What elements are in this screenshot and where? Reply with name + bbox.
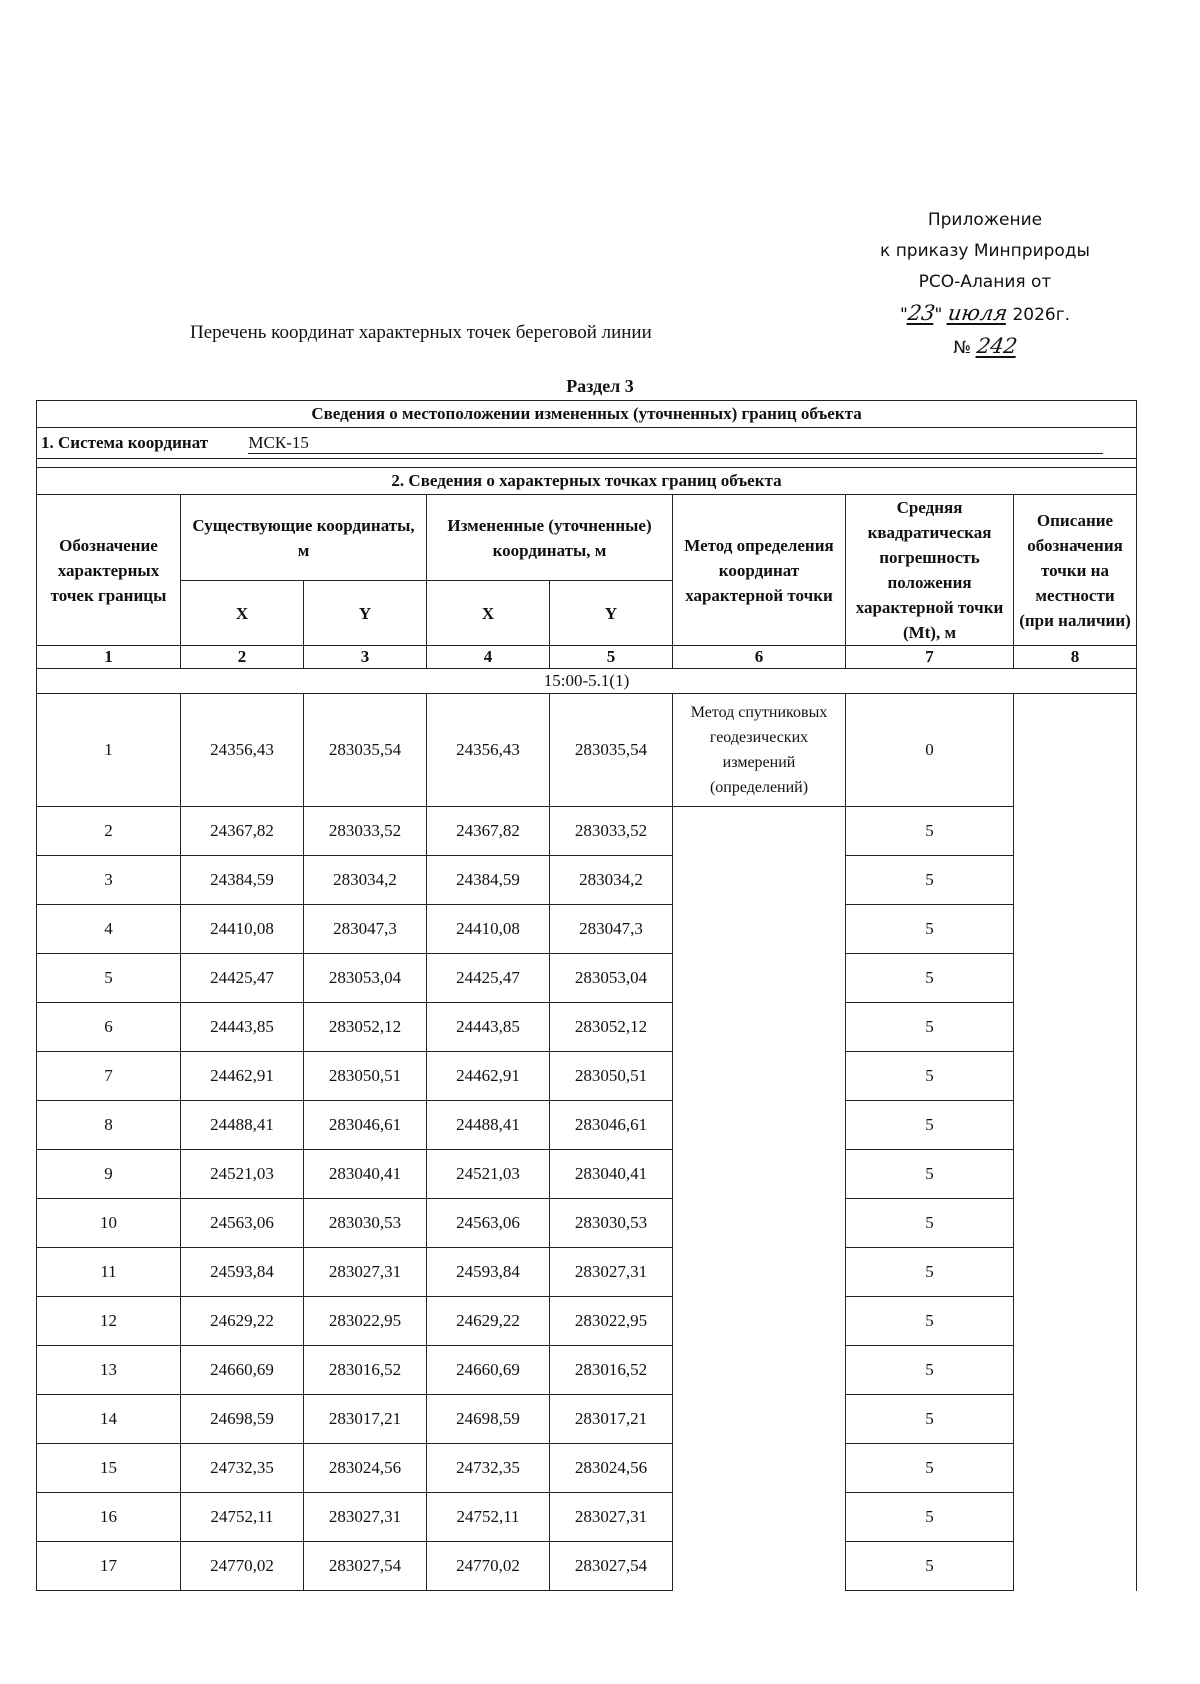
mean-error-cell: 5	[846, 1297, 1014, 1346]
col-number: 5	[550, 646, 673, 669]
x-existing-cell: 24384,59	[181, 856, 304, 905]
mean-error-cell: 5	[846, 905, 1014, 954]
point-number-cell: 6	[37, 1003, 181, 1052]
y-existing-cell: 283033,52	[304, 807, 427, 856]
mean-error-cell: 5	[846, 1052, 1014, 1101]
table-row	[37, 1248, 1137, 1297]
col-number: 2	[181, 646, 304, 669]
description-cell	[1014, 1346, 1137, 1395]
method-cell-empty	[673, 1003, 846, 1052]
x-changed-cell: 24443,85	[427, 1003, 550, 1052]
y-changed-cell: 283035,54	[550, 694, 673, 807]
y-changed-cell: 283046,61	[550, 1101, 673, 1150]
x-changed-cell: 24410,08	[427, 905, 550, 954]
point-number-cell: 17	[37, 1542, 181, 1591]
description-cell	[1014, 694, 1137, 807]
table-row	[37, 905, 1137, 954]
y-changed-cell: 283024,56	[550, 1444, 673, 1493]
method-cell-empty	[673, 1052, 846, 1101]
table-row	[37, 694, 1137, 807]
table-row	[37, 1395, 1137, 1444]
description-cell	[1014, 1150, 1137, 1199]
description-cell	[1014, 1248, 1137, 1297]
point-number-cell: 4	[37, 905, 181, 954]
y-existing-cell: 283027,31	[304, 1493, 427, 1542]
y-changed-cell: 283027,31	[550, 1248, 673, 1297]
method-cell-empty	[673, 856, 846, 905]
x-existing-cell: 24425,47	[181, 954, 304, 1003]
point-number-cell: 9	[37, 1150, 181, 1199]
y-existing-cell: 283053,04	[304, 954, 427, 1003]
x-existing-cell: 24521,03	[181, 1150, 304, 1199]
document-title: Перечень координат характерных точек береговой линии	[190, 322, 652, 343]
segment-label: 15:00-5.1(1)	[37, 669, 1137, 694]
method-cell-empty	[673, 1444, 846, 1493]
y-existing-cell: 283040,41	[304, 1150, 427, 1199]
appendix-block	[860, 205, 1110, 364]
x-changed-cell: 24563,06	[427, 1199, 550, 1248]
y-changed-cell: 283027,31	[550, 1493, 673, 1542]
mean-error-cell: 5	[846, 807, 1014, 856]
method-cell-empty	[673, 1297, 846, 1346]
y-existing-cell: 283030,53	[304, 1199, 427, 1248]
description-cell	[1014, 1052, 1137, 1101]
coordinate-system-label: 1. Система координат	[41, 432, 209, 452]
x-existing-cell: 24367,82	[181, 807, 304, 856]
table-row	[37, 856, 1137, 905]
table-band-title: Сведения о местоположении измененных (уточненных) границ объекта	[37, 401, 1137, 428]
y-changed-cell: 283022,95	[550, 1297, 673, 1346]
x-existing-cell: 24732,35	[181, 1444, 304, 1493]
y-changed-cell: 283040,41	[550, 1150, 673, 1199]
description-cell	[1014, 1199, 1137, 1248]
mean-error-cell: 5	[846, 1199, 1014, 1248]
description-cell	[1014, 954, 1137, 1003]
method-cell-empty	[673, 1493, 846, 1542]
header-existing-coords: Существующие координаты, м	[181, 495, 427, 581]
date-day: 23	[906, 301, 937, 325]
col-number: 8	[1014, 646, 1137, 669]
table-row	[37, 1052, 1137, 1101]
table-row	[37, 807, 1137, 856]
x-changed-cell: 24367,82	[427, 807, 550, 856]
mean-error-cell: 5	[846, 1101, 1014, 1150]
y-changed-cell: 283034,2	[550, 856, 673, 905]
x-changed-cell: 24521,03	[427, 1150, 550, 1199]
x-existing-cell: 24660,69	[181, 1346, 304, 1395]
y-changed-cell: 283047,3	[550, 905, 673, 954]
method-cell-empty	[673, 954, 846, 1003]
x-existing-cell: 24629,22	[181, 1297, 304, 1346]
description-cell	[1014, 1493, 1137, 1542]
header-y-changed: Y	[550, 581, 673, 646]
x-changed-cell: 24384,59	[427, 856, 550, 905]
point-number-cell: 14	[37, 1395, 181, 1444]
method-cell-empty	[673, 1150, 846, 1199]
appendix-number: № 242	[860, 331, 1110, 364]
y-existing-cell: 283016,52	[304, 1346, 427, 1395]
x-existing-cell: 24752,11	[181, 1493, 304, 1542]
description-cell	[1014, 807, 1137, 856]
y-existing-cell: 283017,21	[304, 1395, 427, 1444]
col-number: 4	[427, 646, 550, 669]
coordinate-system-value: МСК-15	[248, 433, 1103, 454]
y-existing-cell: 283027,54	[304, 1542, 427, 1591]
appendix-order-ref: к приказу Минприроды	[880, 241, 1090, 261]
table-row	[37, 1297, 1137, 1346]
x-existing-cell: 24770,02	[181, 1542, 304, 1591]
method-cell-empty	[673, 807, 846, 856]
y-existing-cell: 283047,3	[304, 905, 427, 954]
y-changed-cell: 283016,52	[550, 1346, 673, 1395]
point-number-cell: 5	[37, 954, 181, 1003]
description-cell	[1014, 1542, 1137, 1591]
header-y-existing: Y	[304, 581, 427, 646]
col-number: 1	[37, 646, 181, 669]
y-existing-cell: 283034,2	[304, 856, 427, 905]
x-existing-cell: 24698,59	[181, 1395, 304, 1444]
appendix-authority: РСО-Алания от	[918, 272, 1052, 292]
appendix-date: "23" июля 2026г.	[860, 298, 1110, 331]
point-number-cell: 12	[37, 1297, 181, 1346]
method-cell-empty	[673, 1395, 846, 1444]
coordinates-table	[36, 400, 1137, 1591]
y-existing-cell: 283052,12	[304, 1003, 427, 1052]
point-number-cell: 10	[37, 1199, 181, 1248]
y-changed-cell: 283017,21	[550, 1395, 673, 1444]
point-number-cell: 15	[37, 1444, 181, 1493]
y-changed-cell: 283030,53	[550, 1199, 673, 1248]
date-month: июля	[946, 301, 1009, 325]
mean-error-cell: 5	[846, 1493, 1014, 1542]
y-existing-cell: 283024,56	[304, 1444, 427, 1493]
mean-error-cell: 5	[846, 1346, 1014, 1395]
point-number-cell: 1	[37, 694, 181, 807]
coordinate-system-row	[37, 428, 1137, 459]
table-row	[37, 1199, 1137, 1248]
table-row	[37, 1003, 1137, 1052]
header-x-existing: X	[181, 581, 304, 646]
mean-error-cell: 5	[846, 1150, 1014, 1199]
x-changed-cell: 24660,69	[427, 1346, 550, 1395]
y-changed-cell: 283027,54	[550, 1542, 673, 1591]
x-changed-cell: 24698,59	[427, 1395, 550, 1444]
table-row	[37, 1101, 1137, 1150]
x-changed-cell: 24593,84	[427, 1248, 550, 1297]
header-method: Метод определения координат характерной точки	[673, 495, 846, 646]
method-cell-empty	[673, 1199, 846, 1248]
x-changed-cell: 24356,43	[427, 694, 550, 807]
mean-error-cell: 5	[846, 856, 1014, 905]
header-x-changed: X	[427, 581, 550, 646]
x-changed-cell: 24425,47	[427, 954, 550, 1003]
y-existing-cell: 283046,61	[304, 1101, 427, 1150]
table-row	[37, 1444, 1137, 1493]
point-number-cell: 3	[37, 856, 181, 905]
order-number: 242	[974, 334, 1019, 358]
point-number-cell: 16	[37, 1493, 181, 1542]
mean-error-cell: 0	[846, 694, 1014, 807]
mean-error-cell: 5	[846, 1248, 1014, 1297]
header-changed-coords: Измененные (уточненные) координаты, м	[427, 495, 673, 581]
y-existing-cell: 283027,31	[304, 1248, 427, 1297]
x-existing-cell: 24593,84	[181, 1248, 304, 1297]
header-point-designation: Обозначение характерных точек границы	[37, 495, 181, 646]
mean-error-cell: 5	[846, 1542, 1014, 1591]
point-number-cell: 13	[37, 1346, 181, 1395]
point-number-cell: 8	[37, 1101, 181, 1150]
description-cell	[1014, 1395, 1137, 1444]
table-row	[37, 1346, 1137, 1395]
header-description: Описание обозначения точки на местности (при наличии)	[1014, 495, 1137, 646]
point-number-cell: 7	[37, 1052, 181, 1101]
method-cell-empty	[673, 1542, 846, 1591]
x-existing-cell: 24563,06	[181, 1199, 304, 1248]
y-changed-cell: 283053,04	[550, 954, 673, 1003]
y-changed-cell: 283050,51	[550, 1052, 673, 1101]
x-changed-cell: 24462,91	[427, 1052, 550, 1101]
description-cell	[1014, 856, 1137, 905]
mean-error-cell: 5	[846, 1395, 1014, 1444]
table-band2-title: 2. Сведения о характерных точках границ объекта	[37, 468, 1137, 495]
x-changed-cell: 24629,22	[427, 1297, 550, 1346]
y-existing-cell: 283035,54	[304, 694, 427, 807]
description-cell	[1014, 1297, 1137, 1346]
method-cell: Метод спутниковых геодезических измерений (определений)	[673, 694, 846, 807]
table-row	[37, 1150, 1137, 1199]
x-existing-cell: 24410,08	[181, 905, 304, 954]
y-changed-cell: 283052,12	[550, 1003, 673, 1052]
header-mean-error: Средняя квадратическая погрешность положения характерной точки (Mt), м	[846, 495, 1014, 646]
description-cell	[1014, 1444, 1137, 1493]
description-cell	[1014, 1101, 1137, 1150]
description-cell	[1014, 1003, 1137, 1052]
point-number-cell: 2	[37, 807, 181, 856]
method-cell-empty	[673, 1101, 846, 1150]
x-changed-cell: 24732,35	[427, 1444, 550, 1493]
date-year: 2026г.	[1012, 305, 1071, 325]
x-changed-cell: 24770,02	[427, 1542, 550, 1591]
x-existing-cell: 24462,91	[181, 1052, 304, 1101]
x-changed-cell: 24752,11	[427, 1493, 550, 1542]
table-row	[37, 954, 1137, 1003]
section-title: Раздел 3	[566, 376, 634, 396]
table-row	[37, 1493, 1137, 1542]
x-changed-cell: 24488,41	[427, 1101, 550, 1150]
table-row	[37, 1542, 1137, 1591]
method-cell-empty	[673, 1248, 846, 1297]
description-cell	[1014, 905, 1137, 954]
method-cell-empty	[673, 1346, 846, 1395]
col-number: 7	[846, 646, 1014, 669]
y-existing-cell: 283022,95	[304, 1297, 427, 1346]
col-number: 6	[673, 646, 846, 669]
x-existing-cell: 24356,43	[181, 694, 304, 807]
x-existing-cell: 24443,85	[181, 1003, 304, 1052]
col-number: 3	[304, 646, 427, 669]
y-changed-cell: 283033,52	[550, 807, 673, 856]
point-number-cell: 11	[37, 1248, 181, 1297]
appendix-title: Приложение	[927, 210, 1043, 230]
x-existing-cell: 24488,41	[181, 1101, 304, 1150]
y-existing-cell: 283050,51	[304, 1052, 427, 1101]
mean-error-cell: 5	[846, 954, 1014, 1003]
mean-error-cell: 5	[846, 1444, 1014, 1493]
method-cell-empty	[673, 905, 846, 954]
mean-error-cell: 5	[846, 1003, 1014, 1052]
